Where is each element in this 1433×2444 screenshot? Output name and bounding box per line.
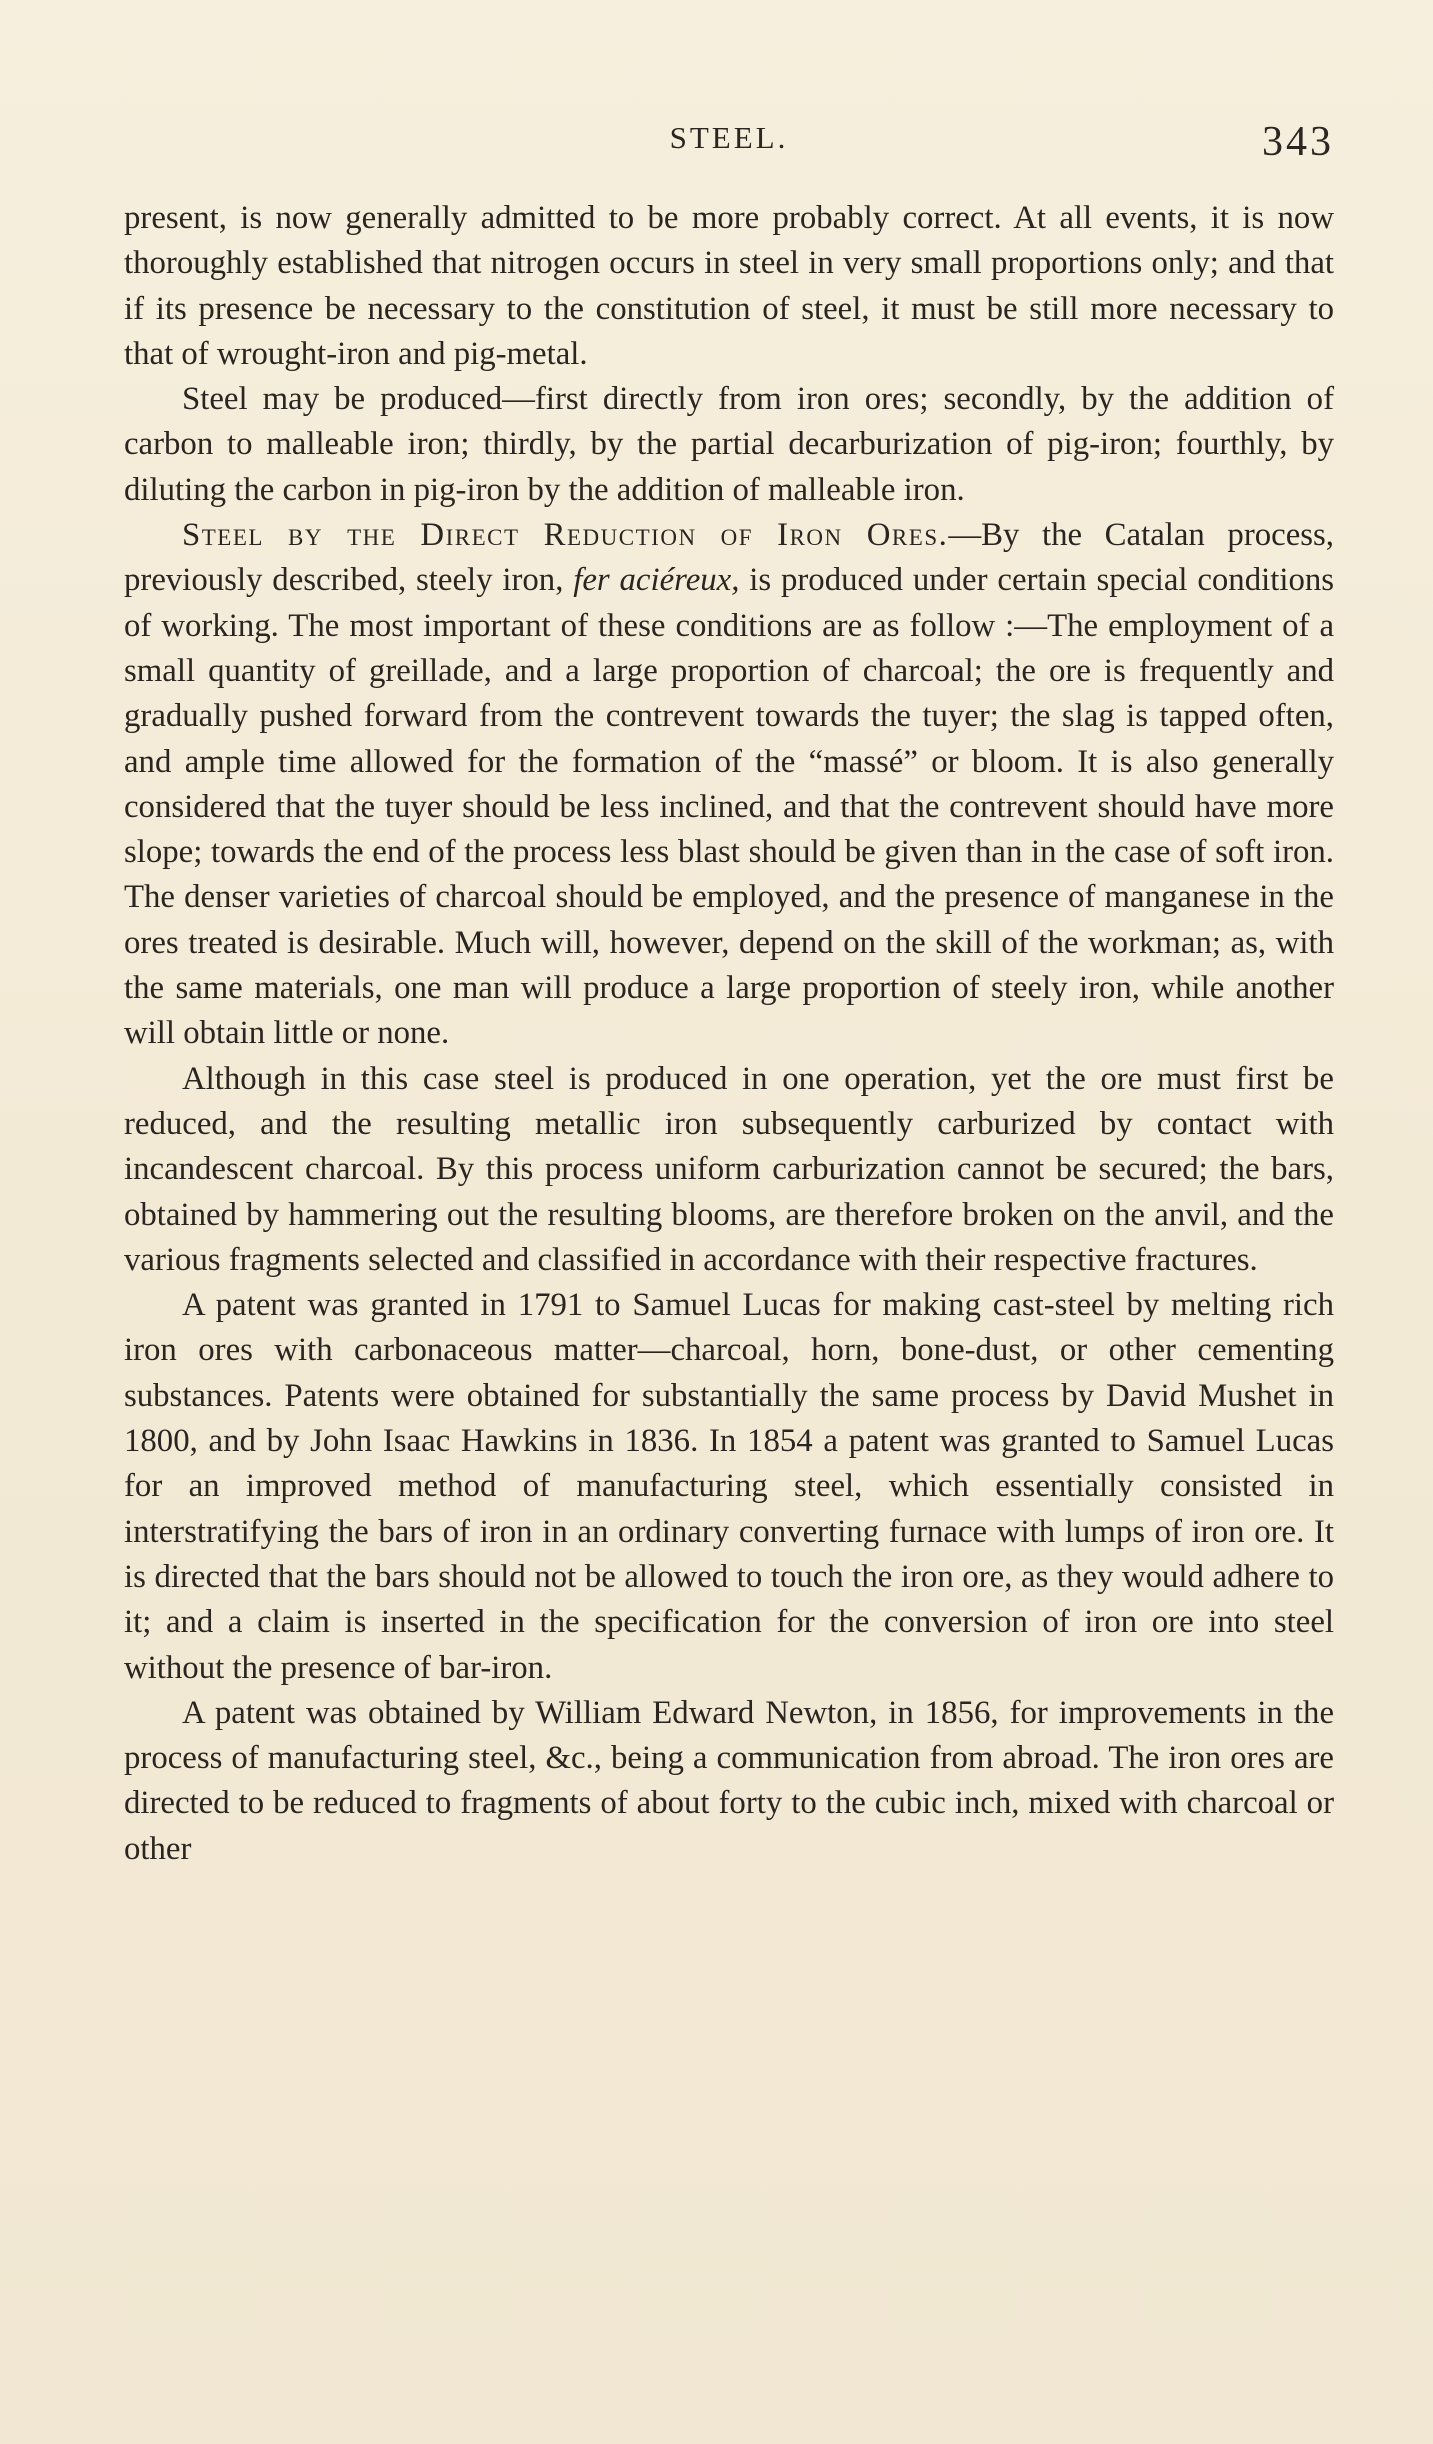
paragraph-newton-patent: A patent was obtained by William Edward Newton, in 1856, for improvements in the process of manufacturing steel, &c., being a communication from abroad. The iron ores are directed to be reduced to fragments of about forty to the cubic inch, mixed with charcoal or other bbox=[124, 1694, 1334, 1867]
running-head: STEEL. bbox=[669, 120, 789, 155]
paragraph-one-operation: Although in this case steel is produced in one operation, yet the ore must first be reduced, and the resulting metallic iron subsequently carburized by contact with incandescent charcoal. By this process uniform carburization cannot be secured; the bars, obtained by hammering out the resulting blooms, are therefore broken on the anvil, and the various fragments selected and classified in accordance with their respective fractures. bbox=[124, 1060, 1334, 1278]
paragraph-text: —By the Catalan process, previously described, steely iron, bbox=[124, 517, 1334, 599]
paragraph-direct-reduction bbox=[124, 513, 1334, 1057]
body-text bbox=[124, 196, 1334, 1872]
paragraph-lucas-patent: A patent was granted in 1791 to Samuel Lucas for making cast-steel by melting rich iron ores with carbonaceous matter—charcoal, horn, bone-dust, or other cementing substances. Patents were obtained for substantially the same process by David Mushet in 1800, and by John Isaac Hawkins in 1836. In 1854 a patent was granted to Samuel Lucas for an improved method of manufacturing steel, which essentially consisted in interstratifying the bars of iron in an ordinary converting furnace with lumps of iron ore. It is directed that the bars should not be allowed to touch the iron ore, as they would adhere to it; and a claim is inserted in the specification for the conversion of iron ore into steel without the presence of bar-iron. bbox=[124, 1287, 1334, 1686]
page-number: 343 bbox=[1262, 119, 1334, 165]
italic-term: fer aciéreux, bbox=[573, 562, 740, 599]
page-header bbox=[124, 112, 1334, 172]
section-heading: Steel by the Direct Reduction of Iron Ores. bbox=[182, 517, 949, 554]
paragraph-steel-production: Steel may be produced—first directly from iron ores; secondly, by the addition of carbon to malleable iron; thirdly, by the partial decarburization of pig-iron; fourthly, by diluting the carbon in pig-iron by the addition of malleable iron. bbox=[124, 381, 1334, 508]
paragraph-continuation: present, is now generally admitted to be more probably correct. At all events, it is now thoroughly established that nitrogen occurs in steel in very small proportions only; and that if its presence be necessary to the constitution of steel, it must be still more necessary to that of wrought-iron and pig-metal. bbox=[124, 200, 1334, 372]
paragraph-text: is produced under certain special conditions of working. The most important of these conditions are as follow :—The employment of a small quantity of greillade, and a large proportion of charcoal; the ore is frequently and gradually pushed forward from the contrevent towards the tuyer; the slag is tapped often, and ample time allowed for the formation of the “massé” or bloom. It is also generally considered that the tuyer should be less inclined, and that the contrevent should have more slope; towards the end of the process less blast should be given than in the case of soft iron. The denser varieties of charcoal should be employed, and the presence of manganese in the ores treated is desirable. Much will, however, depend on the skill of the workman; as, with the same materials, one man will produce a large proportion of steely iron, while another will obtain little or none. bbox=[124, 562, 1334, 1052]
